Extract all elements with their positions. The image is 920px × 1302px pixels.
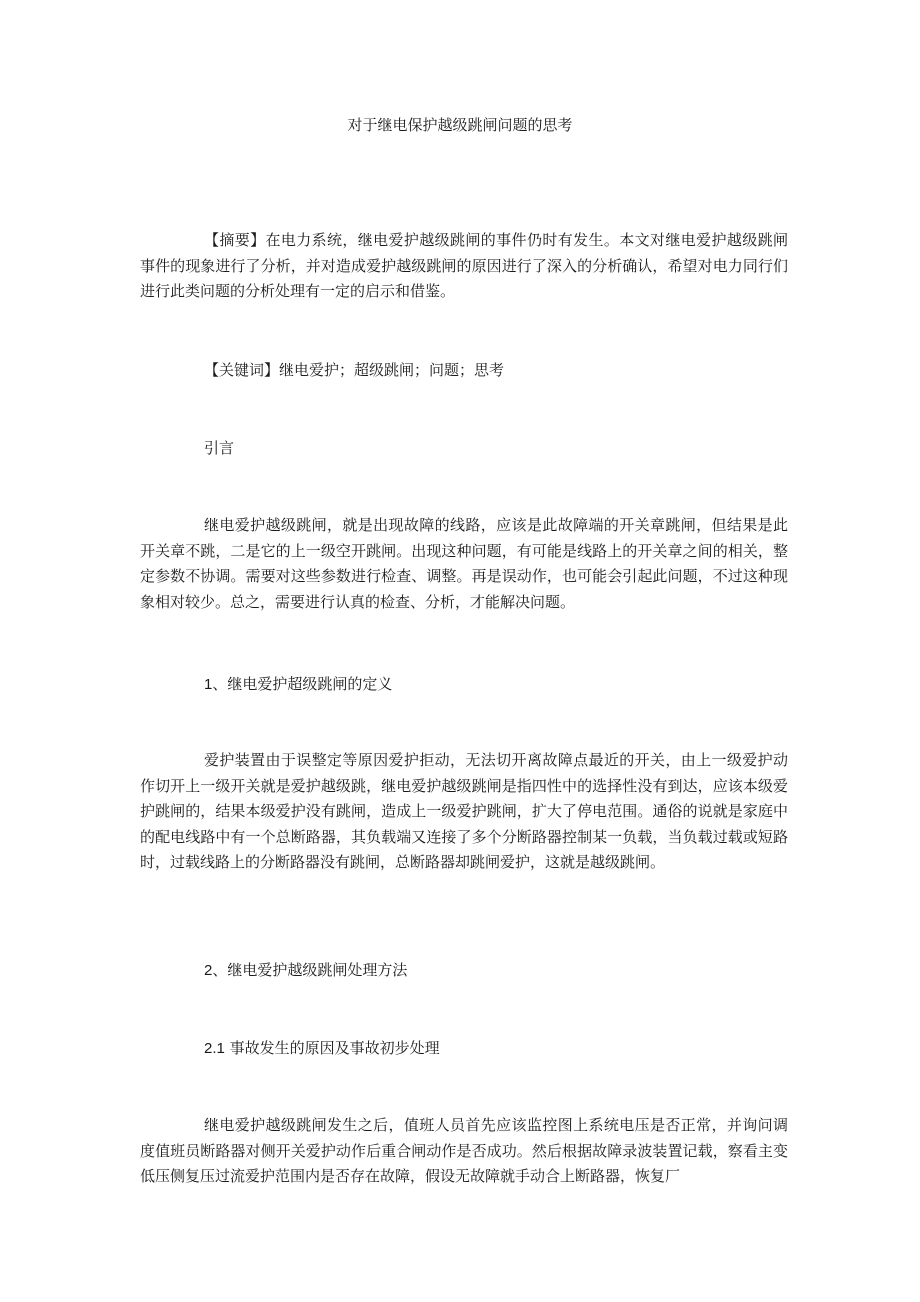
section-2-number: 2 — [204, 962, 213, 979]
keywords-line: 【关键词】继电爱护；超级跳闸；问题；思考 — [204, 361, 505, 379]
section-2-title: 、继电爱护越级跳闸处理方法 — [212, 961, 408, 979]
document-title: 对于继电保护越级跳闸问题的思考 — [347, 116, 573, 134]
section-2-1-heading — [204, 1036, 784, 1061]
section-1-number: 1 — [204, 676, 213, 693]
intro-paragraph: 继电爱护越级跳闸，就是出现故障的线路，应该是此故障端的开关章跳闸，但结果是此开关章不跳，二是它的上一级空开跳闸。出现这种问题，有可能是线路上的开关章之间的相关，整定参数不协调。需要对这些参数进行检查、调整。再是误动作，也可能会引起此问题，不过这种现象相对较少。总之，需要进行认真的检查、分析，才能解决问题。 — [140, 516, 788, 611]
abstract-paragraph: 【摘要】在电力系统，继电爱护越级跳闸的事件仍时有发生。本文对继电爱护越级跳闸事件的现象进行了分析，并对造成爱护越级跳闸的原因进行了深入的分析确认，希望对电力同行们进行此类问题的分析处理有一定的启示和借鉴。 — [140, 231, 788, 300]
section-2-1-number: 2.1 — [204, 1040, 225, 1057]
section-1-paragraph: 爱护装置由于误整定等原因爱护拒动，无法切开离故障点最近的开关，由上一级爱护动作切开上一级开关就是爱护越级跳，继电爱护越级跳闸是指四性中的选择性没有到达，应该本级爱护跳闸的，结果本级爱护没有跳闸，造成上一级爱护跳闸，扩大了停电范围。通俗的说就是家庭中的配电线路中有一个总断路器，其负载端又连接了多个分断路器控制某一负载，当负载过载或短路时，过载线路上的分断路器没有跳闸，总断路器却跳闸爱护，这就是越级跳闸。 — [140, 751, 788, 871]
section-1-title: 、继电爱护超级跳闸的定义 — [212, 675, 393, 693]
section-2-heading — [204, 958, 784, 983]
intro-heading: 引言 — [204, 439, 235, 457]
section-2-1-paragraph: 继电爱护越级跳闸发生之后，值班人员首先应该监控图上系统电压是否正常，并询问调度值班员断路器对侧开关爱护动作后重合闸动作是否成功。然后根据故障录波装置记载，察看主变低压侧复压过流爱护范围内是否存在故障，假设无故障就手动合上断路器，恢复厂 — [140, 1116, 788, 1185]
section-1-heading — [204, 672, 784, 697]
section-2-1-title: 事故发生的原因及事故初步处理 — [224, 1039, 440, 1057]
